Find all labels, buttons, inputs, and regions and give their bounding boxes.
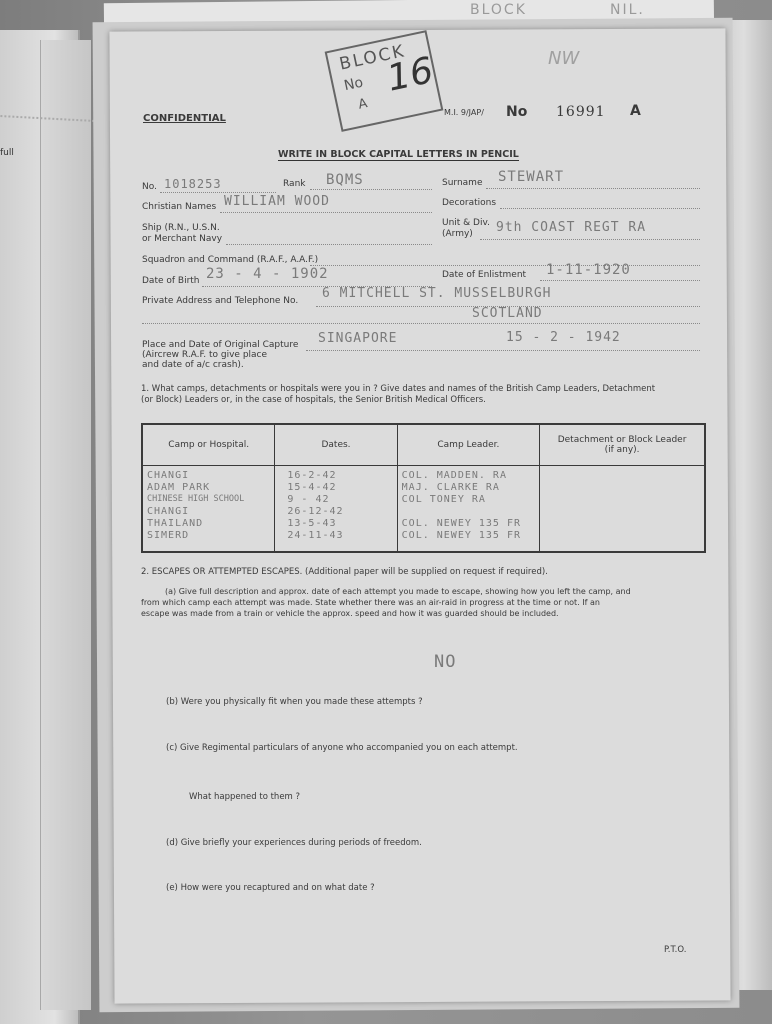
capture-label-2: (Aircrew R.A.F. to give place <box>142 350 268 360</box>
no-label: No. <box>142 182 157 192</box>
address-line-2 <box>142 323 700 324</box>
address-value-1: 6 MITCHELL ST. MUSSELBURGH <box>322 286 552 301</box>
leader-cell: COL. NEWEY 135 FR <box>401 530 522 541</box>
dob-label: Date of Birth <box>142 276 200 286</box>
capture-place: SINGAPORE <box>318 331 398 346</box>
capture-line <box>306 350 700 351</box>
question-2c: (c) Give Regimental particulars of anyone who accompanied you on each attempt. <box>166 743 518 753</box>
camp-cell: CHANGI <box>147 506 190 517</box>
christian-names-label: Christian Names <box>142 202 217 212</box>
stamp-block-text: BLOCK <box>337 41 408 75</box>
leader-cell: COL. NEWEY 135 FR <box>401 518 522 529</box>
rank-line <box>310 189 432 190</box>
question-2c-followup: What happened to them ? <box>189 792 301 802</box>
confidential-label: CONFIDENTIAL <box>143 113 226 124</box>
block-capitals-instruction: WRITE IN BLOCK CAPITAL LETTERS IN PENCIL <box>278 149 519 160</box>
back-tab-block: BLOCK <box>470 2 527 18</box>
camp-cell: CHINESE HIGH SCHOOL <box>147 494 245 504</box>
christian-names-line <box>220 212 432 213</box>
back-tab-nil: NIL. <box>610 2 645 18</box>
question-1-line-1: 1. What camps, detachments or hospitals were you in ? Give dates and names of the British Camp Leaders, Detachment <box>141 384 656 394</box>
date-cell: 26-12-42 <box>287 506 344 517</box>
camps-table <box>141 423 706 553</box>
no-value: 1018253 <box>164 177 222 191</box>
surname-value: STEWART <box>498 169 565 185</box>
christian-names-value: WILLIAM WOOD <box>224 194 330 209</box>
camps-header-dates: Dates. <box>275 424 397 466</box>
camp-cell: THAILAND <box>147 518 204 529</box>
question-2e: (e) How were you recaptured and on what date ? <box>166 883 375 893</box>
no-line <box>160 192 276 193</box>
stamp-number: 16 <box>383 50 437 100</box>
ship-label-2: or Merchant Navy <box>142 234 223 244</box>
camps-column-camp <box>142 466 275 553</box>
decorations-line <box>500 208 700 209</box>
capture-label-1: Place and Date of Original Capture <box>142 340 299 350</box>
unit-label-2: (Army) <box>442 229 473 239</box>
surname-line <box>486 188 700 189</box>
squadron-label: Squadron and Command (R.A.F., A.A.F.) <box>142 255 319 265</box>
date-cell: 16-2-42 <box>287 470 337 481</box>
unit-value: 9th COAST REGT RA <box>496 220 647 235</box>
left-folder-text: full <box>0 148 14 158</box>
number-label: No <box>506 104 528 120</box>
stamp-no-text: No <box>342 74 365 95</box>
rank-value: BQMS <box>326 172 364 188</box>
date-cell: 13-5-43 <box>287 518 337 529</box>
stamp-a-text: A <box>356 96 369 113</box>
date-cell: 9 - 42 <box>287 494 330 505</box>
question-2a-line-1: (a) Give full description and approx. date of each attempt you made to escape, showing how you left the camp, and <box>165 587 631 596</box>
squadron-line <box>310 265 700 266</box>
left-folder-inner-page <box>40 40 91 1010</box>
pto-label: P.T.O. <box>664 945 687 955</box>
leader-cell <box>402 506 535 518</box>
question-2a-answer: NO <box>434 652 457 672</box>
camps-column-dates <box>275 466 397 553</box>
camps-header-detachment: Detachment or Block Leader (if any). <box>540 424 705 466</box>
question-1-line-2: (or Block) Leaders or, in the case of hospitals, the Senior British Medical Officers. <box>141 395 486 405</box>
question-2a-line-3: escape was made from a train or vehicle the approx. speed and how it was guarded should be included. <box>141 609 559 618</box>
form-number: 16991 <box>556 104 606 120</box>
rank-label: Rank <box>283 179 306 189</box>
camps-column-detachment <box>540 466 705 553</box>
camps-header-camp: Camp or Hospital. <box>142 424 275 466</box>
decorations-label: Decorations <box>442 198 497 208</box>
unit-line <box>480 239 700 240</box>
question-2b: (b) Were you physically fit when you made these attempts ? <box>166 697 423 707</box>
leader-cell: COL. MADDEN. RA <box>401 470 507 481</box>
address-value-2: SCOTLAND <box>472 306 543 321</box>
question-2d: (d) Give briefly your experiences during periods of freedom. <box>166 838 422 848</box>
capture-date: 15 - 2 - 1942 <box>506 330 621 345</box>
form-number-suffix: A <box>630 103 641 119</box>
camps-header-leader: Camp Leader. <box>397 424 539 466</box>
capture-label-3: and date of a/c crash). <box>142 360 244 370</box>
question-2a-line-2: from which camp each attempt was made. State whether there was an air-raid in progress at the time or not. If an <box>141 598 600 607</box>
camp-cell: SIMERD <box>147 530 190 541</box>
leader-cell: COL TONEY RA <box>401 494 486 505</box>
unit-label-1: Unit & Div. <box>442 218 490 228</box>
camp-cell: ADAM PARK <box>147 482 211 493</box>
enlistment-line <box>540 280 700 281</box>
date-cell: 24-11-43 <box>287 530 344 541</box>
leader-cell: MAJ. CLARKE RA <box>401 482 500 493</box>
pencil-mark: NW <box>548 48 580 69</box>
enlistment-label: Date of Enlistment <box>442 270 527 280</box>
camp-cell: CHANGI <box>147 470 190 481</box>
date-cell: 15-4-42 <box>287 482 337 493</box>
ship-label-1: Ship (R.N., U.S.N. <box>142 223 220 233</box>
address-label: Private Address and Telephone No. <box>142 296 299 306</box>
enlistment-value: 1-11-1920 <box>546 262 631 278</box>
form-reference: M.I. 9/JAP/ <box>444 108 484 117</box>
surname-label: Surname <box>442 178 483 188</box>
dob-value: 23 - 4 - 1902 <box>206 266 329 282</box>
ship-line <box>226 244 432 245</box>
question-2-title: 2. ESCAPES OR ATTEMPTED ESCAPES. (Additional paper will be supplied on request if required). <box>141 567 548 577</box>
camps-column-leader <box>397 466 539 553</box>
